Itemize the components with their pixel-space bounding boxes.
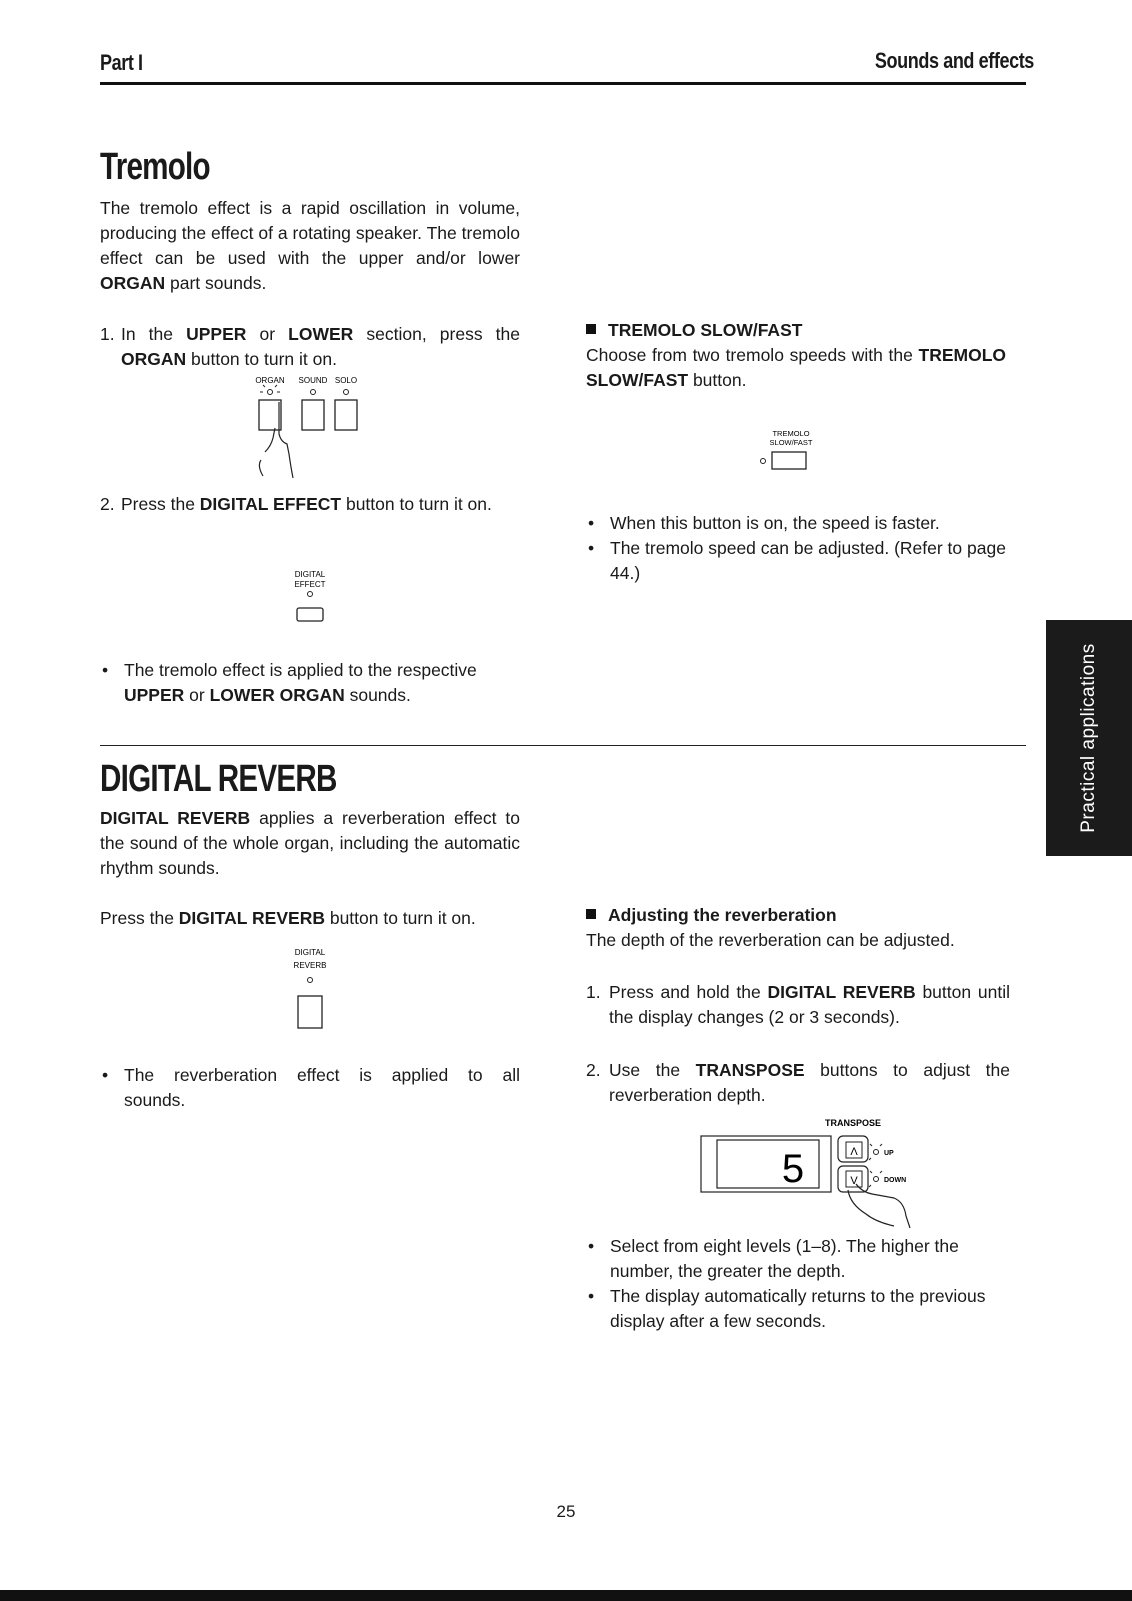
display-value: 5 — [781, 1147, 805, 1191]
reverb-step-1 — [586, 980, 1010, 1030]
step-number: 2. — [586, 1060, 601, 1080]
tremolo-step-1 — [100, 322, 520, 372]
reverb-step-2 — [586, 1058, 1010, 1108]
side-tab — [1046, 620, 1132, 856]
reverb-led-icon — [308, 978, 313, 983]
tremolo-intro: The tremolo effect is a rapid oscillation in volume, producing the effect of a rotating speaker. The tremolo effect can be used with the upper and/or lower ORGAN part sounds. — [100, 198, 520, 293]
tremolo-title: Tremolo — [100, 146, 210, 188]
header-rule — [100, 82, 1026, 85]
organ-led-lit-icon — [260, 385, 280, 395]
down-led-lit-icon — [869, 1171, 882, 1187]
transpose-label: TRANSPOSE — [824, 1118, 882, 1128]
pressing-finger-icon — [848, 1184, 910, 1228]
list-item: • The display automatically returns to the previous display after a few seconds. — [586, 1284, 1010, 1334]
tremolo-bullets — [100, 658, 520, 708]
header-section-title: Sounds and effects — [874, 48, 1034, 73]
slowfast-label-2: SLOW/FAST — [769, 438, 813, 447]
tremolo-step-2 — [100, 492, 520, 517]
step-text: Use the TRANSPOSE buttons to adjust the reverberation depth. — [609, 1060, 1010, 1105]
digital-effect-label-1: DIGITAL — [294, 570, 326, 579]
organ-buttons-illustration — [255, 372, 370, 484]
adjust-text: The depth of the reverberation can be adjusted. — [586, 930, 955, 950]
header-part: Part I — [100, 50, 143, 75]
pressing-finger-icon — [259, 402, 293, 478]
organ-label: ORGAN — [255, 376, 285, 385]
reverb-bullets — [100, 1063, 520, 1113]
transpose-illustration — [698, 1114, 918, 1234]
page-number: 25 — [556, 1502, 576, 1521]
up-arrow-icon: Λ — [850, 1146, 858, 1158]
organ-button-icon — [259, 400, 281, 430]
solo-led-icon — [344, 390, 349, 395]
step-number: 1. — [100, 324, 115, 344]
solo-label: SOLO — [334, 376, 358, 385]
square-bullet-icon — [586, 324, 596, 334]
list-item: • Select from eight levels (1–8). The higher the number, the greater the depth. — [586, 1234, 1010, 1284]
digital-effect-label-2: EFFECT — [294, 580, 326, 589]
up-label: UP — [884, 1150, 894, 1157]
step-number: 2. — [100, 494, 115, 514]
display-frame — [701, 1136, 831, 1192]
list-item: • The reverberation effect is applied to all sounds. — [100, 1063, 520, 1113]
digital-effect-button-illustration — [290, 568, 330, 624]
reverb-label-2: REVERB — [293, 961, 327, 970]
adjust-bullets — [586, 1234, 1010, 1334]
reverb-intro: DIGITAL REVERB applies a reverberation effect to the sound of the whole organ, including the automatic rhythm sounds. — [100, 808, 520, 878]
adjust-heading — [586, 903, 837, 928]
adjust-heading-text: Adjusting the reverberation — [608, 905, 837, 925]
step-text: Press and hold the DIGITAL REVERB button until the display changes (2 or 3 seconds). — [609, 982, 1011, 1027]
slowfast-text: Choose from two tremolo speeds with the TREMOLO SLOW/FAST button. — [586, 345, 1006, 390]
sound-button-icon — [302, 400, 324, 430]
slowfast-label-1: TREMOLO — [772, 429, 810, 438]
reverb-press-text: Press the DIGITAL REVERB button to turn it on. — [100, 908, 476, 928]
sound-label: SOUND — [298, 376, 328, 385]
list-item: • The tremolo effect is applied to the respective UPPER or LOWER ORGAN sounds. — [100, 658, 520, 708]
side-tab-label: Practical applications — [1078, 643, 1099, 833]
digital-reverb-button-illustration — [290, 946, 330, 1032]
step-text: In the UPPER or LOWER section, press the ORGAN button to turn it on. — [121, 324, 520, 369]
slowfast-button-icon — [772, 452, 806, 469]
solo-button-icon — [335, 400, 357, 430]
step-text: Press the DIGITAL EFFECT button to turn it on. — [121, 494, 492, 514]
down-arrow-icon: V — [850, 1175, 858, 1187]
list-item: • When this button is on, the speed is faster. — [586, 511, 1010, 536]
section-divider — [100, 745, 1026, 746]
step-number: 1. — [586, 982, 601, 1002]
list-item: • The tremolo speed can be adjusted. (Refer to page 44.) — [586, 536, 1010, 586]
bottom-rule — [0, 1590, 1132, 1601]
reverb-label-1: DIGITAL — [294, 948, 326, 957]
digital-effect-button-icon — [297, 608, 323, 621]
slowfast-bullets — [586, 511, 1010, 586]
slowfast-heading — [586, 318, 802, 343]
slowfast-led-icon — [761, 459, 766, 464]
reverb-button-icon — [298, 996, 322, 1028]
square-bullet-icon — [586, 909, 596, 919]
up-led-lit-icon — [869, 1144, 882, 1160]
slowfast-heading-text: TREMOLO SLOW/FAST — [608, 320, 803, 340]
digital-effect-led-icon — [308, 592, 313, 597]
tremolo-slowfast-button-illustration — [755, 428, 815, 472]
sound-led-icon — [311, 390, 316, 395]
down-label: DOWN — [884, 1177, 907, 1184]
reverb-title: DIGITAL REVERB — [100, 758, 337, 800]
